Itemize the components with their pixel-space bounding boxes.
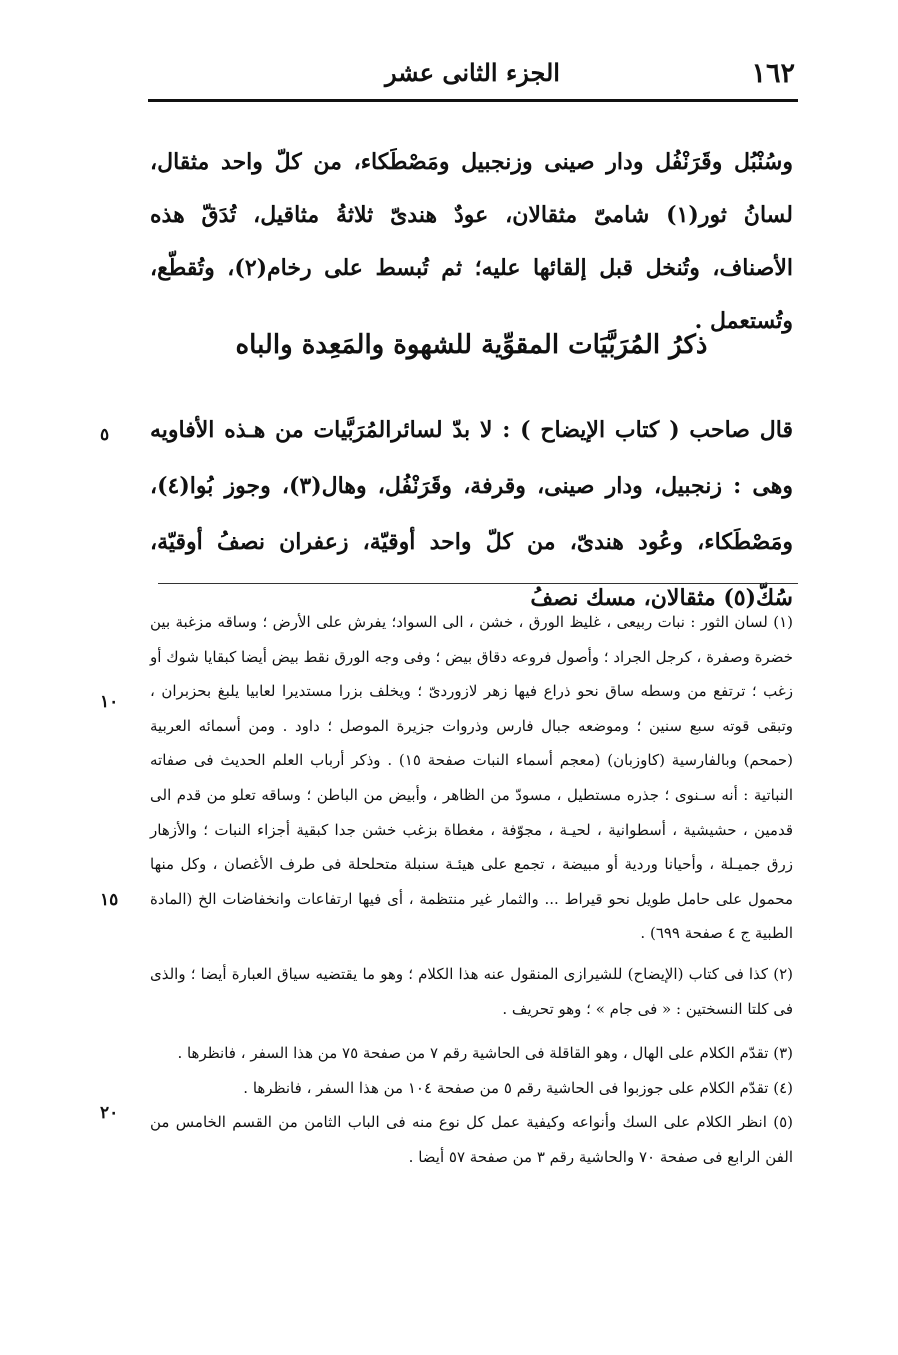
running-head: الجزء الثانى عشر: [385, 58, 560, 87]
footnote-1: (١) لسان الثور : نبات ربيعى ، غليظ الورق ، خشن ، الى السواد؛ يفرش على الأرض ؛ وساقه مزغبة بين خضرة وصفرة ، كرجل الجراد ؛ وأصول فروعه دقاق بيض ؛ وفى وجه الورق نقط بيض أيضا كبقايا شوك أو زغب ؛ ترتفع من وسطه ساق نحو ذراع فيها زهر لازوردىّ ؛ ويخلف بزرا مستديرا لعابيا يلبغ بحزبران ، وتبقى قوته سبع سنين ؛ وموضعه جبال فارس وذروات جزيرة الموصل ؛ داود . ومن أسمائه العربية (حمحم) وبالفارسية (كاوزبان) (معجم أسماء النبات صفحة ١٥) . وذكر أرباب العلم الحديث فى صفاته النباتية : أنه سـنوى ؛ جذره مستطيل ، مسودّ من الظاهر ، وأبيض من الباطن ؛ وساقه تعلو من قدم الى قدمين ، حشيشية ، أسطوانية ، لحيـة ، مجوّفة ، مغطاة بزغب خشن جدا كبقية أجزاء النبات ؛ والأزهار زرق جميـلة ، وأحيانا وردية أو مبيضة ، تجمع على هيئـة سنبلة متحلحلة فى طرف الأغصان ، وكل منها محمول على حامل طويل نحو قيراط ... والثمار غير منتظمة ، أى فيها ارتفاعات وانخفاضات الخ (المادة الطبية ج ٤ صفحة ٦٩٩) .: [150, 613, 793, 943]
body-paragraph-1: وسُنْبُل وقَرَنْفُل ودار صينى وزنجبيل ومَصْطَكاء، من كلّ واحد مثقال، لسانُ ثور(١) شامىّ مثقالان، عودٌ هندىّ ثلاثةُ مثاقيل، تُدَقّ هذه الأصناف، وتُنخل قبل إلقائها عليه؛ ثم تُبسط على رخام(٢)، وتُقطّع، وتُستعمل .: [150, 149, 793, 334]
footnote-separator: [158, 583, 798, 584]
section-title: ذكرُ المُرَبَّيَات المقوِّية للشهوة والمَعِدة والباه: [235, 330, 708, 360]
page-number: ١٦٢: [751, 58, 795, 89]
footnote-5: (٥) انظر الكلام على السك وأنواعه وكيفية عمل كل نوع منه فى الباب الثامن من القسم الخامس من الفن الرابع فى صفحة ٧٠ والحاشية رقم ٣ من صفحة ٥٧ أيضا .: [150, 1113, 793, 1166]
footnote-3: (٣) تقدّم الكلام على الهال ، وهو القاقلة فى الحاشية رقم ٧ من صفحة ٧٥ من هذا السفر ، فانظرها .: [177, 1044, 793, 1063]
page-header: [150, 52, 795, 96]
footnotes: [150, 605, 793, 1175]
margin-line-number: ٢٠: [100, 1103, 119, 1123]
body-paragraph-2: قال صاحب ( كتاب الإيضاح ) : لا بدّ لسائرالمُرَبَّيات من هـذه الأفاويه وهى : زنجبيل، ودار صينى، وقرفة، وقَرَنْفُل، وهال(٣)، وجوز بُوا(٤)، ومَصْطَكاء، وعُود هندىّ، من كلّ واحد أوقيّة، زعفران نصفُ أوقيّة، سُكّ(٥) مثقالان، مسك نصفُ: [150, 417, 793, 611]
margin-line-number: ١٥: [100, 890, 119, 910]
margin-line-number: ١٠: [100, 692, 119, 712]
footnote-2: (٢) كذا فى كتاب (الإيضاح) للشيرازى المنقول عنه هذا الكلام ؛ وهو ما يقتضيه سياق العبارة أيضا ؛ والذى فى كلتا النسختين : « فى جام » ؛ وهو تحريف .: [150, 964, 793, 1018]
margin-line-number: ٥: [100, 425, 110, 445]
footnote-4: (٤) تقدّم الكلام على جوزبوا فى الحاشية رقم ٥ من صفحة ١٠٤ من هذا السفر ، فانظرها .: [243, 1078, 793, 1097]
header-rule: [148, 99, 798, 102]
